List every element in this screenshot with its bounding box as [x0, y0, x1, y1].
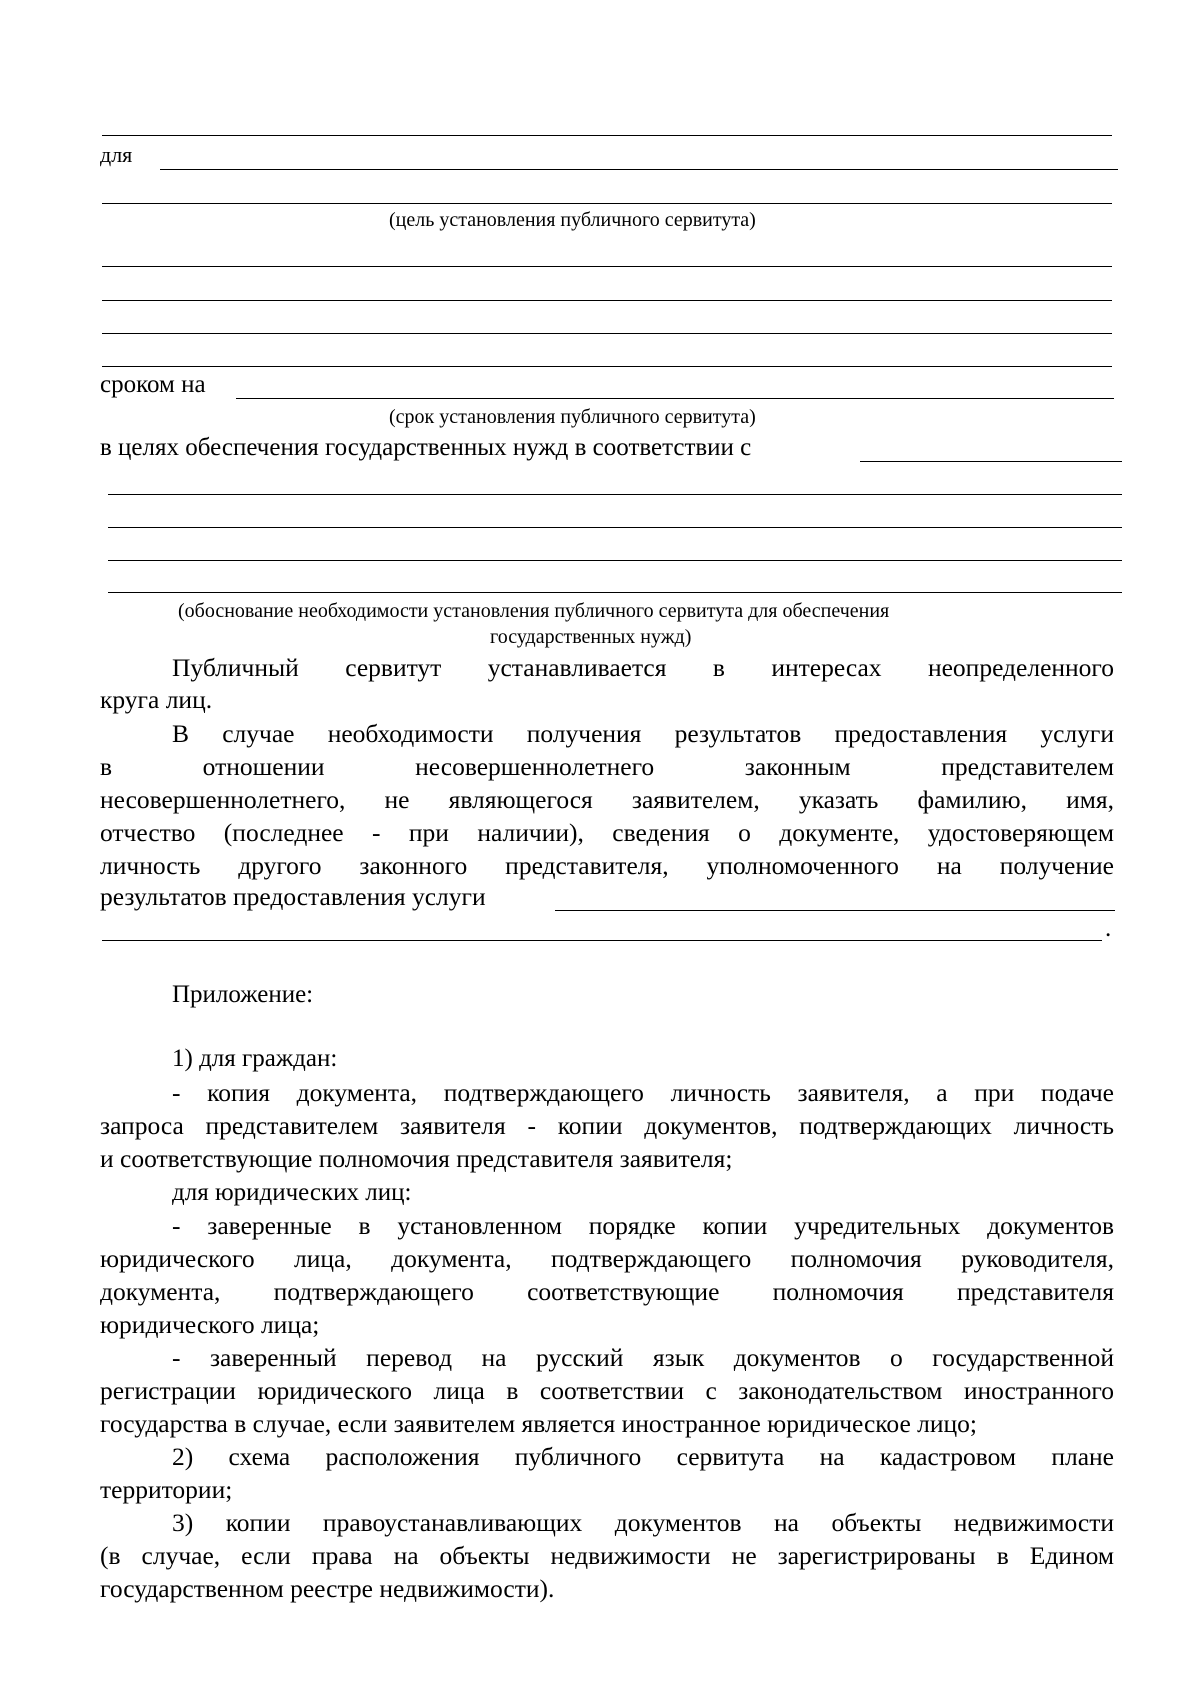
- citizens-doc-line: запроса представителем заявителя - копии документов, подтверждающих личность: [100, 1111, 1114, 1140]
- purpose-input-line-2[interactable]: [102, 203, 1112, 204]
- blank-line[interactable]: [108, 560, 1122, 561]
- state-needs-input-line[interactable]: [860, 461, 1122, 462]
- appendix-title: Приложение:: [172, 981, 314, 1008]
- legal-doc-line: документа, подтверждающего соответствующие полномочия представителя: [100, 1277, 1114, 1306]
- blank-line[interactable]: [102, 266, 1112, 267]
- blank-line[interactable]: [102, 333, 1112, 334]
- legal-doc-line: юридического лица;: [100, 1310, 320, 1339]
- paragraph-line: несовершеннолетнего, не являющегося заявителем, указать фамилию, имя,: [100, 785, 1114, 814]
- paragraph-line: Публичный сервитут устанавливается в интересах неопределенного: [172, 653, 1114, 682]
- paragraph-line: В случае необходимости получения результатов предоставления услуги: [172, 719, 1114, 748]
- paragraph-line: круга лиц.: [100, 685, 213, 714]
- paragraph-line: личность другого законного представителя, уполномоченного на получение: [100, 851, 1114, 880]
- label-state-needs: в целях обеспечения государственных нужд в соответствии с: [100, 434, 752, 461]
- appendix-item-3-cont: государственном реестре недвижимости).: [100, 1574, 555, 1603]
- legal-doc-line: - заверенные в установленном порядке копии учредительных документов: [172, 1211, 1114, 1240]
- blank-line: [102, 135, 1112, 136]
- blank-line[interactable]: [108, 527, 1122, 528]
- appendix-item-2: 2) схема расположения публичного сервитута на кадастровом плане: [172, 1442, 1114, 1471]
- blank-line[interactable]: [102, 300, 1112, 301]
- caption-justification-1: (обоснование необходимости установления публичного сервитута для обеспечения: [178, 600, 890, 622]
- paragraph-line: отчество (последнее - при наличии), сведения о документе, удостоверяющем: [100, 818, 1114, 847]
- citizens-doc-line: и соответствующие полномочия представителя заявителя;: [100, 1144, 733, 1173]
- representative-input-line-2[interactable]: [102, 940, 1102, 941]
- appendix-item-2-cont: территории;: [100, 1475, 233, 1504]
- caption-purpose: (цель установления публичного сервитута): [389, 209, 756, 231]
- blank-line[interactable]: [108, 592, 1122, 593]
- label-for: для: [100, 142, 133, 167]
- appendix-item-3-cont: (в случае, если права на объекты недвижимости не зарегистрированы в Едином: [100, 1541, 1114, 1570]
- caption-term: (срок установления публичного сервитута): [389, 406, 756, 428]
- appendix-item-1: 1) для граждан:: [172, 1045, 338, 1072]
- end-period: .: [1105, 915, 1112, 942]
- translation-doc-line: - заверенный перевод на русский язык документов о государственной: [172, 1343, 1114, 1372]
- purpose-input-line[interactable]: [160, 169, 1118, 170]
- legal-doc-line: юридического лица, документа, подтверждающего полномочия руководителя,: [100, 1244, 1114, 1273]
- paragraph-line: результатов предоставления услуги: [100, 882, 486, 911]
- blank-line[interactable]: [108, 494, 1122, 495]
- translation-doc-line: регистрации юридического лица в соответствии с законодательством иностранного: [100, 1376, 1114, 1405]
- label-term: сроком на: [100, 371, 206, 398]
- legal-entities-label: для юридических лиц:: [172, 1179, 412, 1206]
- blank-line[interactable]: [102, 366, 1112, 367]
- appendix-item-3: 3) копии правоустанавливающих документов на объекты недвижимости: [172, 1508, 1114, 1537]
- citizens-doc-line: - копия документа, подтверждающего личность заявителя, а при подаче: [172, 1078, 1114, 1107]
- representative-input-line[interactable]: [555, 910, 1115, 911]
- term-input-line[interactable]: [236, 398, 1114, 399]
- paragraph-line: в отношении несовершеннолетнего законным представителем: [100, 752, 1114, 781]
- caption-justification-2: государственных нужд): [490, 626, 692, 648]
- translation-doc-line: государства в случае, если заявителем является иностранное юридическое лицо;: [100, 1409, 978, 1438]
